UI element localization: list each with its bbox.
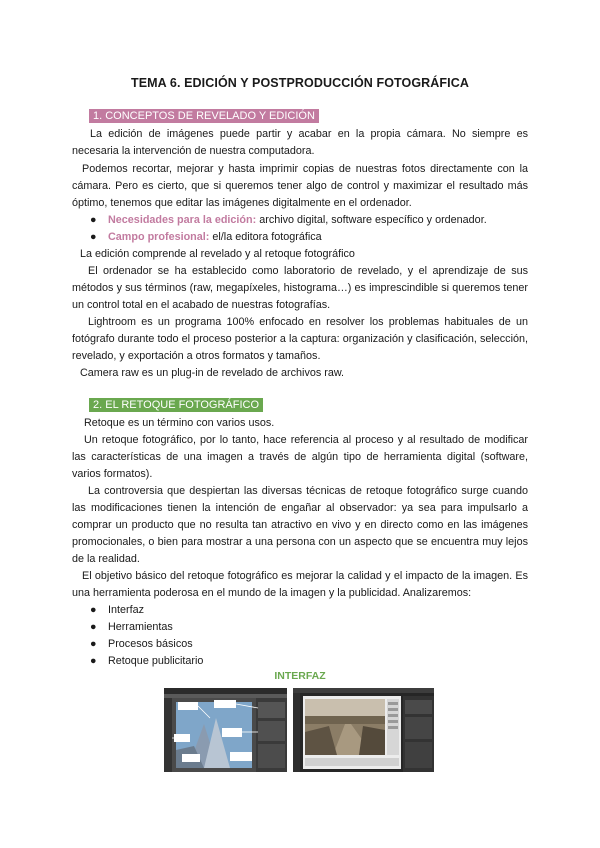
bullet-icon: ● [90,655,97,667]
bullet-text: Interfaz [108,604,145,616]
section-2-paragraph-3: La controversia que despiertan las diversas técnicas de retoque fotográfico surge cuando las modificaciones tienen la intención de engañar al observador: ya sea para impulsarlo a comprar un producto que no resulta tan atractivo en vivo y en directo como en las imágenes promocionales, o bien para mostrar a una persona con un aspecto que se encuentra muy lejos de la realidad. [72,485,528,565]
bullet-text: Retoque publicitario [108,655,204,667]
bullet-text: Herramientas [108,621,173,633]
bullet-icon: ● [90,638,97,650]
bullet-item-necesidades [90,212,487,229]
bullet-item-retoque-publicitario [90,653,203,670]
bullet-text: el/la editora fotográfica [209,231,322,243]
bullet-icon: ● [90,621,97,633]
section-1-paragraph-2: Podemos recortar, mejorar y hasta imprimir copias de nuestras fotos directamente con la cámara. Pero es cierto, que si queremos tener algo de control y maximizar el resultado más óptimo, tenemos que editar las imágenes digitalmente en el ordenador. [72,163,528,209]
section-1-paragraph-6: Camera raw es un plug-in de revelado de archivos raw. [80,367,345,379]
section-1-paragraph-3: La edición comprende al revelado y al retoque fotográfico [80,248,355,260]
bullet-icon: ● [90,231,97,243]
section-2-paragraph-1: Retoque es un término con varios usos. [84,417,275,429]
bullet-item-procesos-basicos [90,636,193,653]
photoshop-interface-image-2 [293,688,434,772]
bullet-item-interfaz [90,602,144,619]
sepia-editor-screenshot-illustration [293,688,434,772]
interfaz-heading: INTERFAZ [274,670,326,682]
bullet-label: Campo profesional: [108,231,210,243]
bullet-text: Procesos básicos [108,638,193,650]
section-2-heading: 2. EL RETOQUE FOTOGRÁFICO [89,398,263,412]
document-title: TEMA 6. EDICIÓN Y POSTPRODUCCIÓN FOTOGRÁFICA [131,76,469,90]
editor-screenshot-illustration [164,688,287,772]
section-1-paragraph-1: La edición de imágenes puede partir y acabar en la propia cámara. No siempre es necesaria la intervención de nuestra computadora. [72,128,528,157]
bullet-icon: ● [90,604,97,616]
bullet-item-herramientas [90,619,173,636]
bullet-item-campo-profesional [90,229,322,246]
section-1-paragraph-5: Lightroom es un programa 100% enfocado en resolver los problemas habituales de un fotógrafo durante todo el proceso posterior a la captura: organización y clasificación, selección, revelado, y exportación a otros formatos y tamaños. [72,316,528,362]
section-2-paragraph-2: Un retoque fotográfico, por lo tanto, hace referencia al proceso y al resultado de modificar las características de una imagen a través de algún tipo de herramienta digital (software, varios formatos). [72,434,528,480]
section-2-paragraph-4: El objetivo básico del retoque fotográfico es mejorar la calidad y el impacto de la imagen. Es una herramienta poderosa en el mundo de la imagen y la publicidad. Analizaremos: [72,570,528,599]
section-1-paragraph-4: El ordenador se ha establecido como laboratorio de revelado, y el aprendizaje de sus métodos y sus términos (raw, megapíxeles, histograma…) es imprescindible si queremos tener un control total en el acabado de nuestras fotografías. [72,265,528,311]
bullet-label: Necesidades para la edición: [108,214,257,226]
bullet-text: archivo digital, software específico y ordenador. [256,214,487,226]
photoshop-interface-image-1 [164,688,287,772]
bullet-icon: ● [90,214,97,226]
section-1-heading: 1. CONCEPTOS DE REVELADO Y EDICIÓN [89,109,319,123]
